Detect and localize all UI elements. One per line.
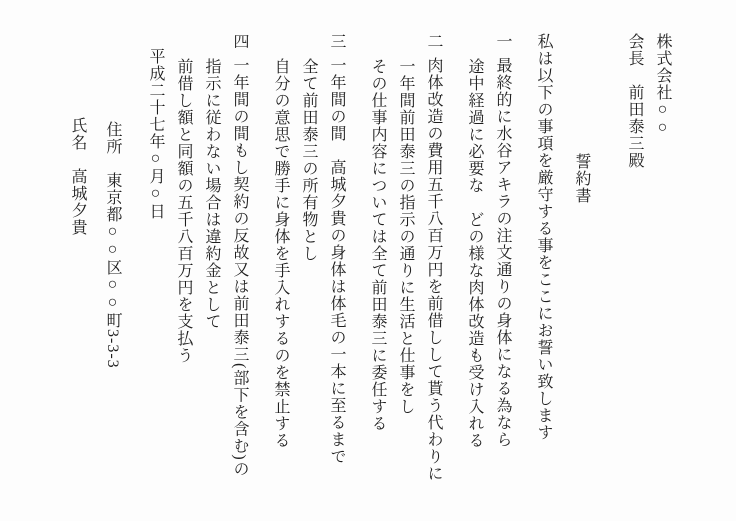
item-3-number: 三	[328, 33, 345, 50]
item-4-line-3: 前借し額と同額の五千八百万円を支払う	[175, 58, 192, 364]
preamble-text: 私は以下の事項を厳守する事をここにお誓い致します	[535, 33, 552, 441]
address-line: 住所 東京都○○区○○町3-3-3	[104, 121, 121, 369]
signature-name-line: 氏名 高城夕貴	[69, 117, 86, 236]
item-4-head	[225, 33, 253, 513]
pledge-document	[63, 33, 676, 513]
item-4-number: 四	[231, 33, 248, 50]
item-4-line-1: 一年間の間もし契約の反故又は前田泰三(部下を含む)の	[231, 57, 248, 478]
item-2-line-2: 一年間前田泰三の指示の通りに生活と仕事をし	[397, 58, 414, 415]
item-3-line-3: 自分の意思で勝手に身体を手入れするのを禁止する	[272, 58, 289, 449]
item-2-line-3: その仕事内容については全て前田泰三に委任する	[369, 58, 386, 432]
item-4-line-2: 指示に従わない場合は違約金として	[203, 58, 220, 330]
item-2-number: 二	[425, 33, 442, 50]
date-line: 平成二十七年○月○日	[147, 48, 164, 220]
item-3-head	[322, 33, 350, 513]
item-3-line-1: 一年間の間 高城夕貴の身体は体毛の一本に至るまで	[328, 57, 345, 465]
addressee-company: 株式会社○○	[654, 33, 671, 137]
item-1-number: 一	[494, 33, 511, 50]
item-2-head	[419, 33, 447, 513]
addressee-recipient: 会長 前田泰三殿	[626, 33, 643, 169]
document-title: 誓約書	[573, 153, 590, 204]
item-1-line-2: 途中経過に必要な どの様な肉体改造も受け入れる	[466, 58, 483, 449]
item-3-line-2: 全て前田泰三の所有物とし	[300, 58, 317, 262]
item-1-head	[488, 33, 516, 513]
item-2-line-1: 肉体改造の費用五千八百万円を前借しして貰う代わりに	[425, 57, 442, 482]
item-1-line-1: 最終的に水谷アキラの注文通りの身体になる為なら	[494, 57, 511, 448]
